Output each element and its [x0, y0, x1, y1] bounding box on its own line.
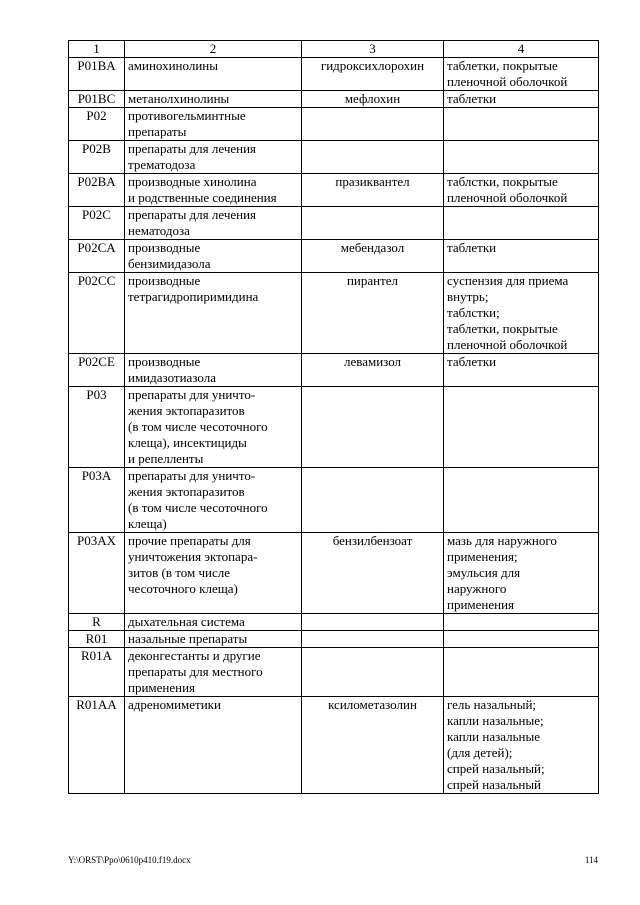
group-name-cell	[125, 614, 302, 631]
dosage-form-line: (для детей);	[447, 745, 513, 760]
atc-code-cell: P03A	[69, 468, 125, 533]
substance-cell: гидроксихлорохин	[302, 58, 444, 91]
group-name-line: деконгестанты и другие	[128, 648, 261, 663]
substance-cell	[302, 631, 444, 648]
column-header: 1	[69, 41, 125, 58]
dosage-form-cell	[444, 631, 599, 648]
group-name-cell	[125, 91, 302, 108]
table-row	[69, 240, 599, 273]
dosage-form-line: таблетки	[447, 354, 497, 369]
dosage-form-line: спрей назальный	[447, 777, 542, 792]
substance-cell	[302, 468, 444, 533]
group-name-line: дыхательная система	[128, 614, 245, 629]
table-header-row	[69, 41, 599, 58]
group-name-line: клеща)	[128, 516, 167, 531]
group-name-line: тетрагидропиримидина	[128, 289, 259, 304]
group-name-line: (в том числе чесоточного	[128, 500, 268, 515]
dosage-form-line: применения;	[447, 549, 518, 564]
group-name-line: препараты для лечения	[128, 207, 257, 222]
dosage-form-line: гель назальный;	[447, 697, 537, 712]
dosage-form-line: эмульсия для	[447, 565, 521, 580]
dosage-form-line: пленочной оболочкой	[447, 74, 568, 89]
group-name-line: и репелленты	[128, 451, 204, 466]
dosage-form-line: таблстки;	[447, 305, 500, 320]
group-name-line: производные	[128, 240, 201, 255]
substance-cell: ксилометазолин	[302, 697, 444, 794]
table-row	[69, 631, 599, 648]
atc-code-cell: P01BA	[69, 58, 125, 91]
group-name-line: жения эктопаразитов	[128, 403, 245, 418]
group-name-line: чесоточного клеща)	[128, 581, 238, 596]
dosage-form-cell	[444, 108, 599, 141]
dosage-form-line: таблстки, покрытые	[447, 174, 558, 189]
group-name-line: противогельминтные	[128, 108, 246, 123]
dosage-form-cell	[444, 387, 599, 468]
dosage-form-cell	[444, 91, 599, 108]
atc-code-cell: P02B	[69, 141, 125, 174]
group-name-line: препараты	[128, 124, 187, 139]
table-row	[69, 614, 599, 631]
group-name-line: (в том числе чесоточного	[128, 419, 268, 434]
dosage-form-line: таблетки, покрытые	[447, 58, 558, 73]
substance-cell: бензилбензоат	[302, 533, 444, 614]
group-name-cell	[125, 387, 302, 468]
dosage-form-line: пленочной оболочкой	[447, 190, 568, 205]
substance-cell	[302, 648, 444, 697]
atc-code-cell: R01AA	[69, 697, 125, 794]
atc-code-cell: P03AX	[69, 533, 125, 614]
substance-cell: мефлохин	[302, 91, 444, 108]
group-name-cell	[125, 354, 302, 387]
substance-cell	[302, 207, 444, 240]
group-name-line: препараты для местного	[128, 664, 263, 679]
group-name-cell	[125, 273, 302, 354]
atc-code-cell: P02CC	[69, 273, 125, 354]
atc-code-cell: P02	[69, 108, 125, 141]
group-name-cell	[125, 468, 302, 533]
group-name-cell	[125, 174, 302, 207]
atc-code-cell: P01BC	[69, 91, 125, 108]
dosage-form-line: таблетки	[447, 91, 497, 106]
dosage-form-cell	[444, 614, 599, 631]
dosage-form-line: таблетки	[447, 240, 497, 255]
dosage-form-line: мазь для наружного	[447, 533, 557, 548]
group-name-cell	[125, 108, 302, 141]
group-name-line: производные хинолина	[128, 174, 257, 189]
group-name-line: клеща), инсектициды	[128, 435, 247, 450]
atc-code-cell: R01A	[69, 648, 125, 697]
group-name-line: препараты для уничто-	[128, 468, 256, 483]
group-name-cell	[125, 207, 302, 240]
dosage-form-cell	[444, 533, 599, 614]
table-row	[69, 273, 599, 354]
substance-cell	[302, 387, 444, 468]
dosage-form-line: спрей назальный;	[447, 761, 545, 776]
group-name-cell	[125, 631, 302, 648]
substance-cell: пирантел	[302, 273, 444, 354]
dosage-form-cell	[444, 240, 599, 273]
column-header: 4	[444, 41, 599, 58]
atc-code-cell: P02BA	[69, 174, 125, 207]
table-row	[69, 174, 599, 207]
substance-cell: мебендазол	[302, 240, 444, 273]
group-name-line: и родственные соединения	[128, 190, 277, 205]
table-row	[69, 91, 599, 108]
substance-cell: левамизол	[302, 354, 444, 387]
group-name-line: производные	[128, 273, 201, 288]
group-name-cell	[125, 533, 302, 614]
table-body	[69, 58, 599, 794]
atc-code-cell: R	[69, 614, 125, 631]
group-name-cell	[125, 648, 302, 697]
group-name-line: аминохинолины	[128, 58, 218, 73]
group-name-cell	[125, 58, 302, 91]
dosage-form-line: применения	[447, 597, 515, 612]
dosage-form-cell	[444, 648, 599, 697]
group-name-line: уничтожения эктопара-	[128, 549, 258, 564]
table-row	[69, 207, 599, 240]
group-name-line: препараты для лечения	[128, 141, 257, 156]
atc-code-cell: P03	[69, 387, 125, 468]
table-row	[69, 108, 599, 141]
table-row	[69, 387, 599, 468]
group-name-line: применения	[128, 680, 196, 695]
group-name-line: адреномиметики	[128, 697, 221, 712]
dosage-form-line: наружного	[447, 581, 507, 596]
column-header: 3	[302, 41, 444, 58]
dosage-form-cell	[444, 207, 599, 240]
table-row	[69, 354, 599, 387]
dosage-form-cell	[444, 141, 599, 174]
footer-file-path: Y:\ORST\Ppo\0610p410.f19.docx	[68, 855, 191, 865]
group-name-line: прочие препараты для	[128, 533, 251, 548]
dosage-form-line: таблетки, покрытые	[447, 321, 558, 336]
dosage-form-cell	[444, 273, 599, 354]
table-row	[69, 58, 599, 91]
dosage-form-cell	[444, 354, 599, 387]
dosage-form-cell	[444, 697, 599, 794]
group-name-line: бензимидазола	[128, 256, 211, 271]
substance-cell: празиквантел	[302, 174, 444, 207]
group-name-line: нематодоза	[128, 223, 190, 238]
group-name-line: производные	[128, 354, 201, 369]
group-name-line: трематодоза	[128, 157, 196, 172]
footer-page-number: 114	[584, 855, 598, 865]
atc-code-cell: R01	[69, 631, 125, 648]
group-name-line: метанолхинолины	[128, 91, 230, 106]
dosage-form-line: суспензия для приема	[447, 273, 569, 288]
group-name-line: зитов (в том числе	[128, 565, 230, 580]
dosage-form-line: капли назальные	[447, 729, 540, 744]
table-row	[69, 533, 599, 614]
dosage-form-line: пленочной оболочкой	[447, 337, 568, 352]
dosage-form-cell	[444, 174, 599, 207]
table-row	[69, 697, 599, 794]
group-name-cell	[125, 141, 302, 174]
dosage-form-line: внутрь;	[447, 289, 489, 304]
document-table	[68, 40, 599, 794]
dosage-form-cell	[444, 468, 599, 533]
atc-code-cell: P02C	[69, 207, 125, 240]
group-name-cell	[125, 240, 302, 273]
table-row	[69, 648, 599, 697]
column-header: 2	[125, 41, 302, 58]
substance-cell	[302, 141, 444, 174]
group-name-line: препараты для уничто-	[128, 387, 256, 402]
group-name-line: имидазотиазола	[128, 370, 216, 385]
atc-code-cell: P02CA	[69, 240, 125, 273]
table-row	[69, 468, 599, 533]
substance-cell	[302, 108, 444, 141]
dosage-form-cell	[444, 58, 599, 91]
substance-cell	[302, 614, 444, 631]
group-name-cell	[125, 697, 302, 794]
table-row	[69, 141, 599, 174]
atc-code-cell: P02CE	[69, 354, 125, 387]
group-name-line: назальные препараты	[128, 631, 248, 646]
dosage-form-line: капли назальные;	[447, 713, 544, 728]
group-name-line: жения эктопаразитов	[128, 484, 245, 499]
